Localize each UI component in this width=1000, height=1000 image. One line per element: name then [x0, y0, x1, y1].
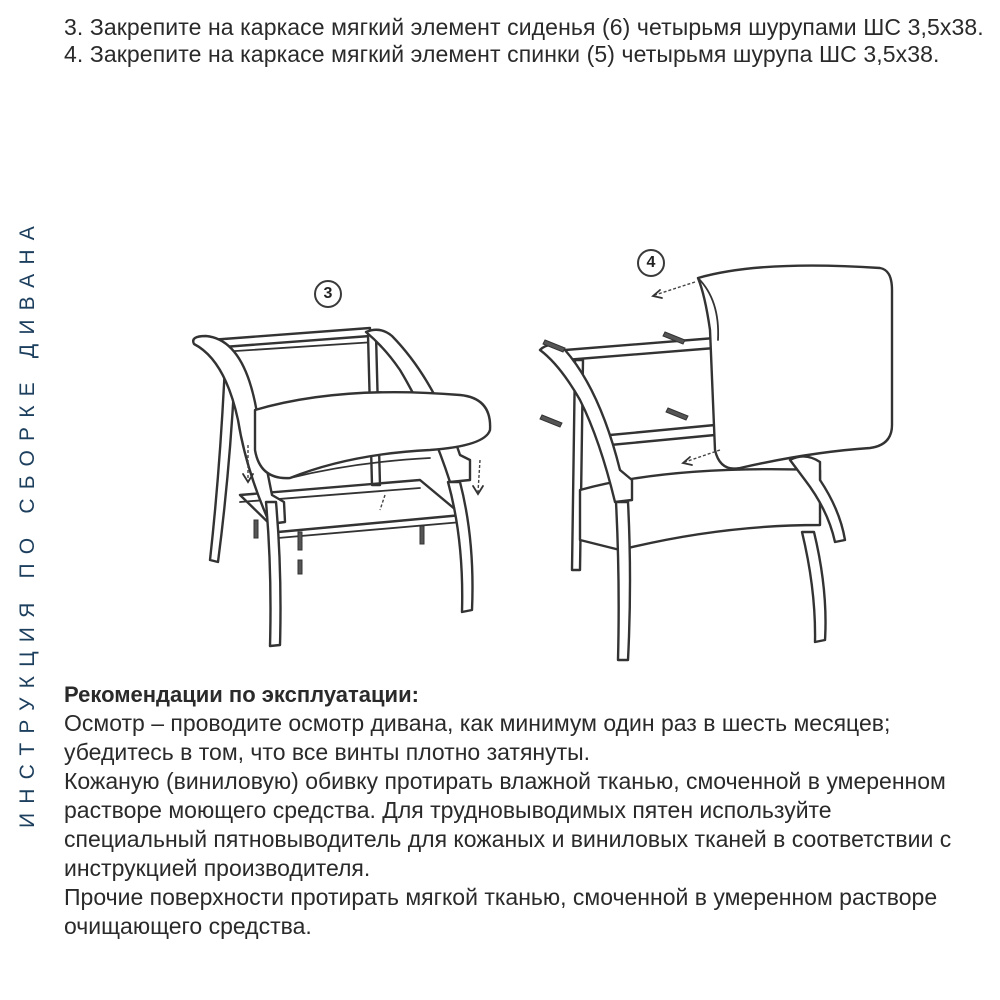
step-3-text: 3. Закрепите на каркасе мягкий элемент сиденья (6) четырьмя шурупами ШС 3,5х38.: [64, 14, 984, 40]
back-cushion: [698, 266, 892, 469]
assembly-steps: [64, 14, 984, 68]
recommendation-paragraph: Прочие поверхности протирать мягкой тканью, смоченной в умеренном растворе очищающего средства.: [64, 884, 938, 939]
step-3-badge: 3: [314, 280, 342, 308]
step-4-badge: 4: [637, 249, 665, 277]
recommendation-paragraph: Осмотр – проводите осмотр дивана, как минимум один раз в шесть месяцев; убедитесь в том, что все винты плотно затянуты.: [64, 710, 891, 765]
back-rail-top: [565, 338, 715, 360]
screw: [540, 415, 562, 427]
screw: [254, 520, 258, 538]
front-leg-right: [448, 482, 473, 612]
back-rail: [210, 328, 370, 348]
screw: [298, 560, 302, 574]
screw: [666, 408, 688, 420]
step-4-illustration: [520, 240, 940, 665]
screw: [420, 526, 424, 544]
front-leg-right: [802, 532, 826, 642]
side-title: ИНСТРУКЦИЯ ПО СБОРКЕ ДИВАНА: [16, 217, 39, 828]
screw: [298, 532, 302, 550]
recommendations-heading: Рекомендации по эксплуатации:: [64, 682, 419, 707]
back-rail-bottom: [610, 425, 715, 445]
recommendation-paragraph: Кожаную (виниловую) обивку протирать влажной тканью, смоченной в умеренном растворе моющего средства. Для трудновыводимых пятен используйте специальный пятновыводитель для кожаных и виниловых тканей в соответствии с инструкцией производителя.: [64, 768, 952, 881]
recommendations: [64, 680, 964, 941]
front-leg-left: [616, 502, 630, 660]
step-3-illustration: [180, 270, 510, 660]
front-leg-left: [266, 502, 281, 646]
step-4-text: 4. Закрепите на каркасе мягкий элемент спинки (5) четырьмя шурупа ШС 3,5х38.: [64, 41, 940, 67]
